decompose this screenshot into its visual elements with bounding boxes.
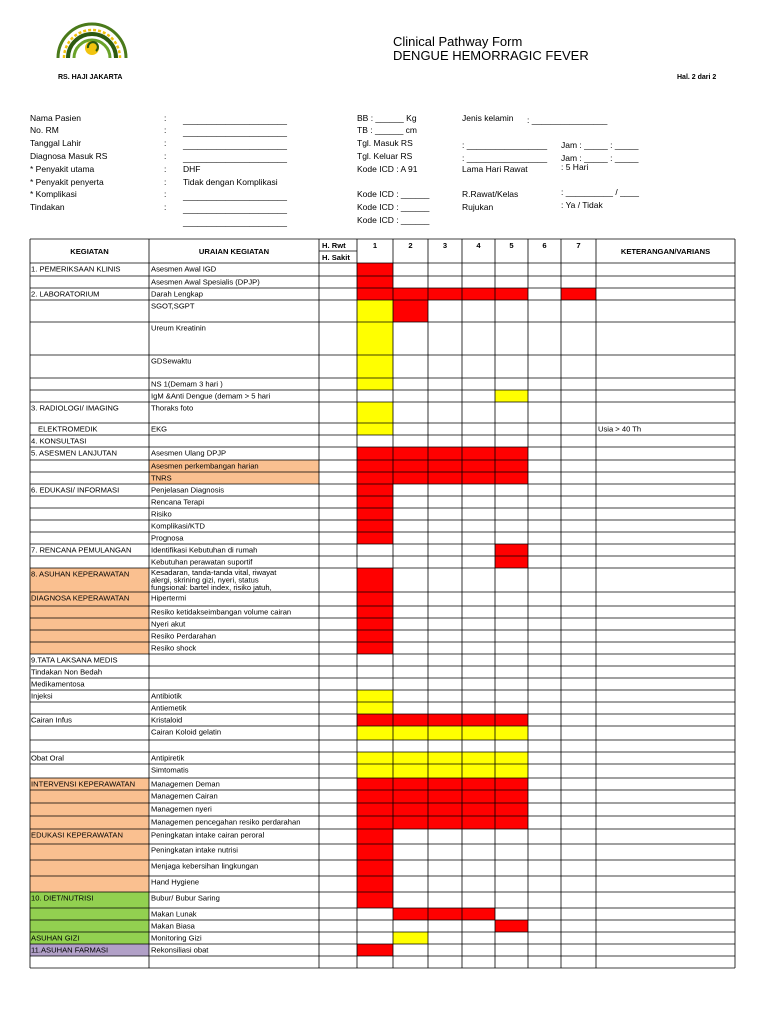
- activity-description: Ureum Kreatinin: [151, 323, 206, 333]
- patient-field-value: : __________ / ____: [561, 187, 639, 197]
- activity-description: Managemen Cairan: [151, 791, 218, 801]
- activity-description: SGOT,SGPT: [151, 301, 195, 311]
- day-cell-marked: [462, 764, 495, 778]
- patient-field-value: : ________________: [527, 115, 608, 125]
- activity-description: Komplikasi/KTD: [151, 521, 206, 531]
- day-cell-marked: [357, 726, 393, 740]
- activity-category: 11.ASUHAN FARMASI: [31, 945, 109, 955]
- activity-description: Simtomatis: [151, 765, 189, 775]
- day-cell-marked: [462, 752, 495, 764]
- column-header-hari-sakit: H. Sakit: [322, 253, 350, 262]
- day-cell-marked: [462, 288, 495, 300]
- clinical-field: Kode ICD : A 91: [357, 164, 418, 174]
- activity-description: Thoraks foto: [151, 403, 194, 413]
- activity-description: Makan Biasa: [151, 921, 195, 931]
- day-cell-marked: [428, 803, 462, 816]
- day-cell-marked: [428, 752, 462, 764]
- day-cell-marked: [462, 447, 495, 460]
- day-cell-marked: [357, 568, 393, 592]
- day-cell-marked: [357, 447, 393, 460]
- activity-description: Prognosa: [151, 533, 184, 543]
- day-cell-marked: [357, 520, 393, 532]
- hospital-name: RS. HAJI JAKARTA: [58, 74, 123, 81]
- day-cell-marked: [393, 932, 428, 944]
- day-cell-marked: [393, 764, 428, 778]
- activity-description: Resiko ketidakseimbangan volume cairan: [151, 607, 292, 617]
- clinical-field: Tgl. Keluar RS: [357, 151, 413, 161]
- column-header-kegiatan: KEGIATAN: [70, 247, 109, 256]
- variance-note: Usia > 40 Th: [598, 424, 642, 434]
- column-header-uraian: URAIAN KEGIATAN: [198, 247, 270, 256]
- activity-category: DIAGNOSA KEPERAWATAN: [31, 593, 130, 603]
- patient-field-value: : Ya / Tidak: [561, 200, 603, 210]
- field-colon: :: [164, 202, 167, 212]
- day-cell-marked: [393, 726, 428, 740]
- day-cell-marked: [462, 778, 495, 790]
- day-cell-marked: [462, 472, 495, 484]
- activity-description: Hand Hygiene: [151, 877, 200, 887]
- day-cell-marked: [357, 484, 393, 496]
- form-subtitle: DENGUE HEMORRAGIC FEVER: [393, 48, 589, 63]
- day-cell-marked: [357, 618, 393, 630]
- activity-description: fungsional: bartel index, risiko jatuh,: [151, 583, 272, 592]
- day-cell-marked: [357, 402, 393, 423]
- day-cell-marked: [357, 263, 393, 276]
- day-cell-marked: [357, 876, 393, 892]
- day-cell-marked: [357, 752, 393, 764]
- day-cell-marked: [495, 447, 528, 460]
- patient-field-value: : 5 Hari: [561, 162, 589, 172]
- day-cell-marked: [357, 892, 393, 908]
- activity-category: Medikamentosa: [31, 679, 85, 689]
- day-cell-marked: [357, 532, 393, 544]
- patient-field-value: ______________________: [183, 153, 288, 163]
- day-cell-marked: [462, 816, 495, 829]
- day-cell-marked: [495, 460, 528, 472]
- activity-description: TNRS: [151, 473, 172, 483]
- day-cell-marked: [357, 276, 393, 288]
- activity-description: IgM &Anti Dengue (demam > 5 hari: [151, 391, 271, 401]
- day-cell-marked: [357, 816, 393, 829]
- day-cell-marked: [357, 592, 393, 606]
- patient-field-value: ______________________: [183, 127, 288, 137]
- day-cell-marked: [495, 764, 528, 778]
- activity-category: 9.TATA LAKSANA MEDIS: [31, 655, 118, 665]
- activity-category: 1. PEMERIKSAAN KLINIS: [31, 264, 121, 274]
- clinical-field: BB : ______ Kg: [357, 113, 417, 123]
- day-cell-marked: [357, 642, 393, 654]
- day-cell-marked: [357, 714, 393, 726]
- field-colon: :: [164, 189, 167, 199]
- activity-description: Asesmen perkembangan harian: [151, 461, 259, 471]
- activity-category: Cairan Infus: [31, 715, 72, 725]
- day-cell-marked: [393, 790, 428, 803]
- activity-category: ASUHAN GIZI: [31, 933, 80, 943]
- column-header-day: 3: [442, 241, 448, 250]
- activity-description: Peningkatan intake cairan peroral: [151, 830, 265, 840]
- day-cell-marked: [428, 790, 462, 803]
- activity-description: Nyeri akut: [151, 619, 186, 629]
- activity-description: Hipertermi: [151, 593, 187, 603]
- category-highlight: [30, 920, 149, 932]
- day-cell-marked: [357, 606, 393, 618]
- day-cell-marked: [495, 752, 528, 764]
- category-highlight: [30, 876, 149, 892]
- activity-category: ELEKTROMEDIK: [38, 424, 98, 434]
- day-cell-marked: [428, 447, 462, 460]
- patient-field-value: ______________________: [183, 191, 288, 201]
- day-cell-marked: [357, 496, 393, 508]
- day-cell-marked: [428, 472, 462, 484]
- activity-description: Resiko Perdarahan: [151, 631, 217, 641]
- day-cell-marked: [357, 322, 393, 355]
- day-cell-marked: [393, 460, 428, 472]
- activity-description: Darah Lengkap: [151, 289, 203, 299]
- day-cell-marked: [462, 460, 495, 472]
- activity-description: Resiko shock: [151, 643, 197, 653]
- day-cell-marked: [357, 288, 393, 300]
- category-highlight: [30, 790, 149, 803]
- field-colon: :: [164, 113, 167, 123]
- day-cell-marked: [357, 860, 393, 876]
- day-cell-marked: [357, 764, 393, 778]
- page-number: Hal. 2 dari 2: [677, 74, 717, 81]
- activity-category: EDUKASI KEPERAWATAN: [31, 830, 123, 840]
- activity-description: Antibiotik: [151, 691, 182, 701]
- column-header-day: 2: [408, 241, 413, 250]
- activity-category: Tindakan Non Bedah: [31, 667, 103, 677]
- day-cell-marked: [357, 803, 393, 816]
- patient-field-value: DHF: [183, 164, 201, 174]
- activity-description: Risiko: [151, 509, 172, 519]
- time-field: Jam : _____ : _____: [561, 140, 639, 150]
- activity-description: Kristaloid: [151, 715, 183, 725]
- day-cell-marked: [357, 844, 393, 860]
- activity-description: Managemen nyeri: [151, 804, 212, 814]
- day-cell-marked: [495, 288, 528, 300]
- activity-description: NS 1(Demam 3 hari ): [151, 379, 223, 389]
- patient-field-value: Tidak dengan Komplikasi: [183, 177, 278, 187]
- activity-description: Rekonsiliasi obat: [151, 945, 209, 955]
- patient-field-value: ______________________: [183, 140, 288, 150]
- activity-description: Monitoring Gizi: [151, 933, 202, 943]
- category-highlight: [30, 618, 149, 630]
- column-header-day: 4: [476, 241, 481, 250]
- day-cell-marked: [428, 726, 462, 740]
- day-cell-marked: [357, 508, 393, 520]
- activity-description: GDSewaktu: [151, 356, 192, 366]
- day-cell-marked: [357, 630, 393, 642]
- day-cell-marked: [495, 816, 528, 829]
- patient-field-value: ______________________: [183, 217, 288, 227]
- clinical-field: Kode ICD : ______: [357, 215, 430, 225]
- day-cell-marked: [462, 714, 495, 726]
- field-colon: :: [164, 125, 167, 135]
- day-cell-marked: [357, 790, 393, 803]
- category-highlight: [30, 816, 149, 829]
- clinical-field: TB : ______ cm: [357, 125, 418, 135]
- category-highlight: [30, 908, 149, 920]
- activity-category: 4. KONSULTASI: [31, 436, 87, 446]
- day-cell-marked: [357, 778, 393, 790]
- day-cell-marked: [357, 944, 393, 956]
- day-cell-marked: [495, 726, 528, 740]
- day-cell-marked: [357, 355, 393, 378]
- activity-category: Injeksi: [31, 691, 53, 701]
- patient-field-label: Tanggal Lahir: [30, 138, 82, 148]
- category-highlight: [30, 860, 149, 876]
- field-colon: :: [164, 164, 167, 174]
- day-cell-marked: [393, 288, 428, 300]
- patient-field-label: Diagnosa Masuk RS: [30, 151, 108, 161]
- activity-description: Kesadaran, tanda-tanda vital, riwayat: [151, 568, 277, 577]
- patient-field-value: ______________________: [183, 115, 288, 125]
- activity-category: Obat Oral: [31, 753, 64, 763]
- day-cell-marked: [357, 829, 393, 844]
- clinical-field: Tgl. Masuk RS: [357, 138, 413, 148]
- activity-description: Managemen pencegahan resiko perdarahan: [151, 817, 301, 827]
- activity-category: 3. RADIOLOGI/ IMAGING: [31, 403, 119, 413]
- activity-category: 7. RENCANA PEMULANGAN: [31, 545, 132, 555]
- activity-description: Peningkatan intake nutrisi: [151, 845, 238, 855]
- day-cell-marked: [428, 908, 462, 920]
- patient-field-label: * Penyakit utama: [30, 164, 95, 174]
- day-cell-marked: [357, 472, 393, 484]
- day-cell-marked: [462, 803, 495, 816]
- column-header-keterangan: KETERANGAN/VARIANS: [620, 247, 711, 256]
- day-cell-marked: [428, 288, 462, 300]
- field-colon: :: [164, 138, 167, 148]
- day-cell-marked: [428, 816, 462, 829]
- day-cell-marked: [357, 423, 393, 435]
- day-cell-marked: [495, 920, 528, 932]
- activity-description: Makan Lunak: [151, 909, 197, 919]
- activity-description: Penjelasan Diagnosis: [151, 485, 225, 495]
- activity-description: alergi, skrining gizi, nyeri, status: [151, 575, 259, 585]
- activity-category: 10. DIET/NUTRISI: [31, 893, 94, 903]
- day-cell-marked: [495, 544, 528, 556]
- day-cell-marked: [357, 300, 393, 322]
- day-cell-marked: [495, 778, 528, 790]
- activity-description: Asesmen Awal IGD: [151, 264, 217, 274]
- day-cell-marked: [428, 764, 462, 778]
- category-highlight: [30, 630, 149, 642]
- day-cell-marked: [462, 790, 495, 803]
- category-highlight: [30, 642, 149, 654]
- patient-field-label: R.Rawat/Kelas: [462, 189, 519, 199]
- patient-field-value: : _________________: [462, 153, 548, 163]
- patient-field-value: ______________________: [183, 204, 288, 214]
- activity-category: INTERVENSI KEPERAWATAN: [31, 779, 136, 789]
- day-cell-marked: [428, 714, 462, 726]
- day-cell-marked: [428, 460, 462, 472]
- activity-category: 2. LABORATORIUM: [31, 289, 100, 299]
- activity-category: 6. EDUKASI/ INFORMASI: [31, 485, 120, 495]
- column-header-day: 1: [372, 241, 378, 250]
- column-header-day: 5: [509, 241, 514, 250]
- day-cell-marked: [495, 472, 528, 484]
- activity-description: Managemen Deman: [151, 779, 220, 789]
- day-cell-marked: [357, 378, 393, 390]
- patient-field-label: No. RM: [30, 125, 59, 135]
- day-cell-marked: [495, 790, 528, 803]
- column-header-day: 6: [542, 241, 547, 250]
- patient-field-label: * Penyakit penyerta: [30, 177, 104, 187]
- patient-field-label: Nama Pasien: [30, 113, 82, 123]
- activity-description: Menjaga kebersihan lingkungan: [151, 861, 259, 871]
- clinical-field: Kode ICD : ______: [357, 202, 430, 212]
- category-highlight: [30, 803, 149, 816]
- patient-field-label: Rujukan: [462, 202, 494, 212]
- patient-field-label: Lama Hari Rawat: [462, 164, 528, 174]
- day-cell-marked: [357, 460, 393, 472]
- day-cell-marked: [357, 702, 393, 714]
- activity-description: EKG: [151, 424, 168, 434]
- day-cell-marked: [393, 752, 428, 764]
- day-cell-marked: [393, 778, 428, 790]
- day-cell-marked: [495, 803, 528, 816]
- day-cell-marked: [393, 908, 428, 920]
- day-cell-marked: [495, 390, 528, 402]
- patient-field-label: * Komplikasi: [30, 189, 77, 199]
- patient-field-label: Jenis kelamin: [462, 113, 514, 123]
- activity-highlight: [149, 472, 319, 484]
- day-cell-marked: [495, 556, 528, 568]
- column-header-hari-rawat: H. Rwt: [322, 241, 346, 250]
- column-header-day: 7: [576, 241, 581, 250]
- activity-description: Asesmen Ulang DPJP: [151, 448, 227, 458]
- category-highlight: [30, 844, 149, 860]
- day-cell-marked: [495, 714, 528, 726]
- activity-category: 8. ASUHAN KEPERAWATAN: [31, 569, 130, 579]
- day-cell-marked: [393, 714, 428, 726]
- patient-field-label: Tindakan: [30, 202, 65, 212]
- day-cell-marked: [462, 908, 495, 920]
- field-colon: :: [164, 177, 167, 187]
- category-highlight: [30, 606, 149, 618]
- activity-description: Antipiretik: [151, 753, 185, 763]
- activity-category: 5. ASESMEN LANJUTAN: [31, 448, 117, 458]
- day-cell-marked: [393, 447, 428, 460]
- day-cell-marked: [561, 288, 596, 300]
- activity-description: Kebutuhan perawatan suportif: [151, 557, 253, 567]
- activity-description: Asesmen Awal Spesialis (DPJP): [151, 277, 260, 287]
- day-cell-marked: [462, 726, 495, 740]
- day-cell-marked: [428, 778, 462, 790]
- activity-description: Cairan Koloid gelatin: [151, 727, 222, 737]
- patient-field-value: : _________________: [462, 140, 548, 150]
- clinical-field: Kode ICD : ______: [357, 189, 430, 199]
- day-cell-marked: [393, 472, 428, 484]
- day-cell-marked: [393, 816, 428, 829]
- form-title: Clinical Pathway Form: [393, 34, 523, 49]
- activity-description: Bubur/ Bubur Saring: [151, 893, 220, 903]
- time-field: Jam : _____ : _____: [561, 153, 639, 163]
- day-cell-marked: [393, 300, 428, 322]
- field-colon: :: [164, 151, 167, 161]
- activity-description: Antiemetik: [151, 703, 187, 713]
- day-cell-marked: [357, 690, 393, 702]
- day-cell-marked: [393, 803, 428, 816]
- activity-description: Rencana Terapi: [151, 497, 205, 507]
- activity-description: Identifikasi Kebutuhan di rumah: [151, 545, 258, 555]
